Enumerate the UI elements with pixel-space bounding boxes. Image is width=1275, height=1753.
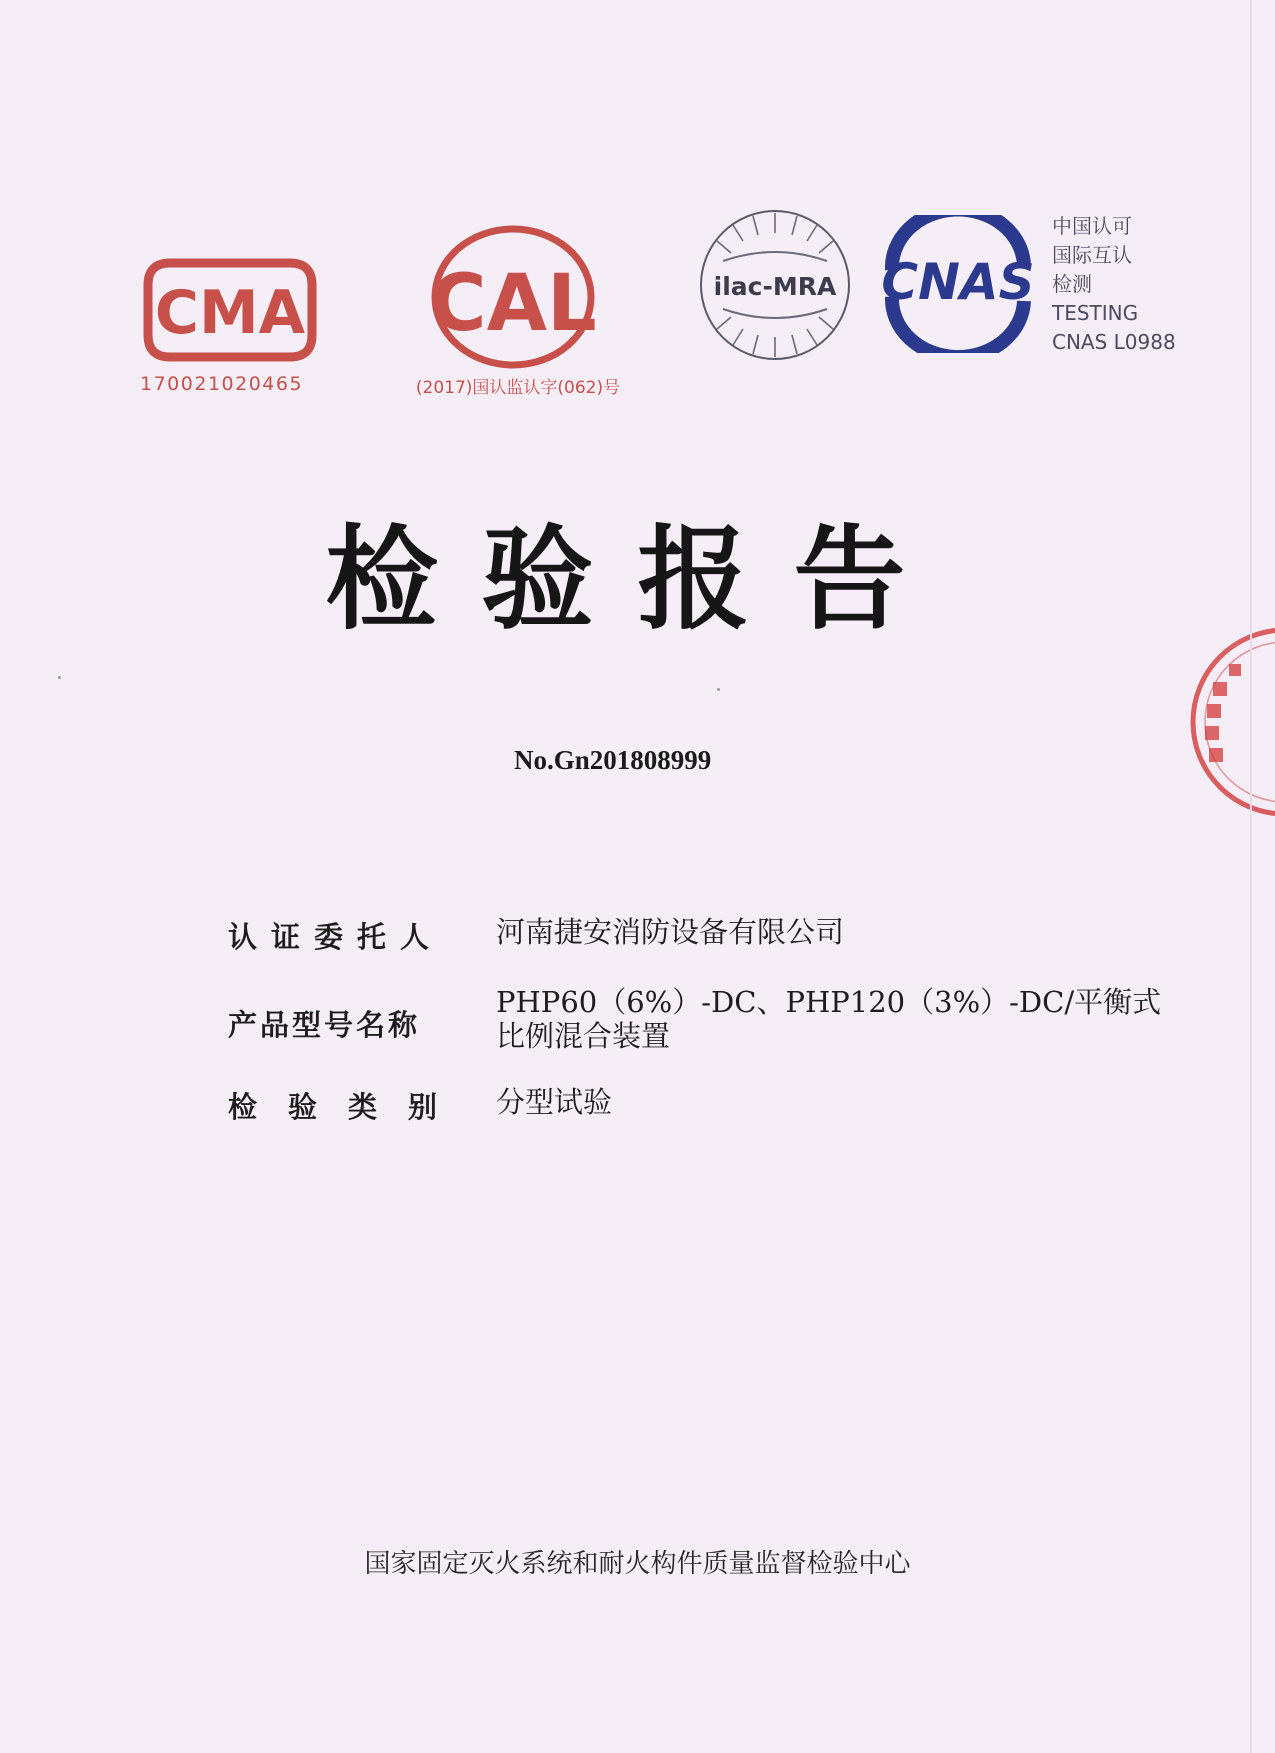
red-seal-stamp	[1185, 622, 1275, 822]
report-title: 检验报告	[325, 515, 950, 645]
cnas-logo	[872, 215, 1044, 353]
cal-logo	[428, 222, 598, 372]
cnas-logo-mark: CNAS	[881, 253, 1035, 311]
field-row-product	[228, 985, 1228, 1085]
report-info-fields	[228, 915, 1228, 1155]
scan-speck	[58, 676, 61, 679]
field-row-inspection-type	[228, 1085, 1228, 1155]
ilac-mra-logo-mark: ilac-MRA	[713, 272, 837, 301]
field-value-inspection-type: 分型试验	[496, 1085, 613, 1119]
field-row-client	[228, 915, 1228, 985]
field-label-product: 产品型号名称	[228, 1008, 421, 1042]
cnas-line: TESTING	[1052, 301, 1139, 325]
cnas-accreditation-text	[1052, 212, 1252, 357]
cma-logo	[140, 255, 320, 365]
report-number: No.Gn201808999	[514, 745, 712, 775]
field-label-inspection-type: 检验类别	[228, 1090, 469, 1124]
cnas-line: 国际互认	[1052, 243, 1132, 267]
field-label-client: 认证委托人	[228, 920, 444, 954]
cma-logo-mark: CMA	[154, 278, 306, 348]
field-value-product-line1: PHP60（6%）-DC、PHP120（3%）-DC/平衡式	[496, 985, 1162, 1019]
field-value-product	[496, 985, 1236, 1053]
cnas-line: CNAS L0988	[1052, 330, 1176, 354]
scan-speck	[717, 688, 720, 691]
ilac-mra-logo	[695, 203, 855, 368]
cnas-line: 检测	[1052, 272, 1092, 296]
issuing-organization: 国家固定灭火系统和耐火构件质量监督检验中心	[364, 1549, 911, 1579]
cma-number: 170021020465	[140, 373, 304, 395]
field-value-client: 河南捷安消防设备有限公司	[496, 915, 845, 949]
page-edge-line	[1250, 0, 1252, 1753]
cal-number: (2017)国认监认字(062)号	[415, 378, 621, 398]
cnas-line: 中国认可	[1052, 214, 1132, 238]
field-value-product-line2: 比例混合装置	[496, 1019, 671, 1053]
cal-logo-mark: CAL	[429, 259, 597, 349]
